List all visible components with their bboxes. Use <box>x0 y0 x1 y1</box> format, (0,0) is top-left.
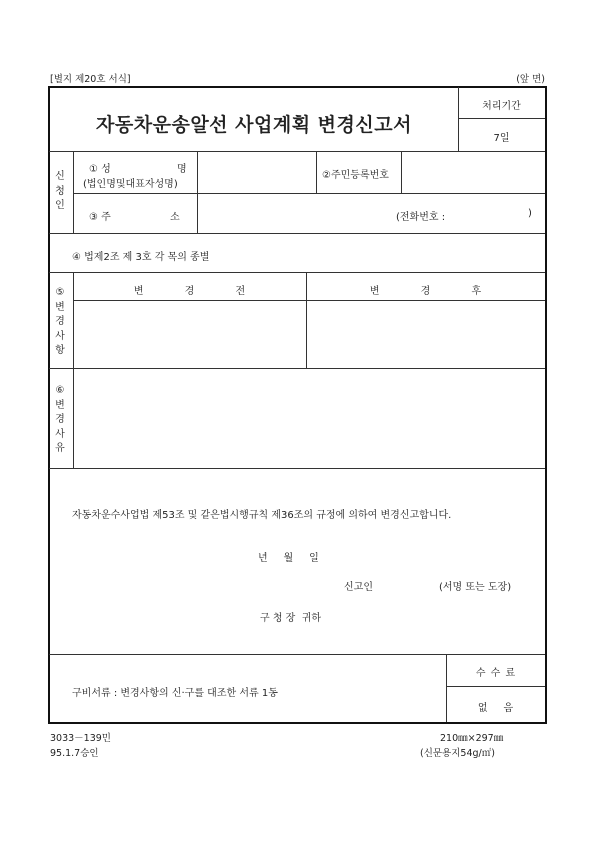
name-label-end: 명 <box>177 164 187 175</box>
address-field[interactable] <box>202 197 382 229</box>
business-type-label: ④ 법제2조 제 3호 각 목의 종별 <box>72 252 210 263</box>
resident-number-label: ②주민등록번호 <box>322 170 389 181</box>
paper-type: (신문용지54g/㎡) <box>420 748 495 759</box>
required-documents: 구비서류 : 변경사항의 신·구를 대조한 서류 1동 <box>72 688 278 699</box>
date-line: 년 월 일 <box>258 553 319 564</box>
paper-size: 210㎜×297㎜ <box>440 733 504 744</box>
change-items-section-label: ⑤ 변 경 사 항 <box>55 287 65 356</box>
change-reason-field[interactable] <box>77 372 541 464</box>
phone-close: ) <box>528 208 532 219</box>
after-change-field[interactable] <box>310 304 541 364</box>
declaration-text: 자동차운수사업법 제53조 및 같은법시행규칙 제36조의 규정에 의하여 변경신고합니다. <box>72 510 452 521</box>
processing-period-label: 처리기간 <box>482 101 521 112</box>
form-number-label: [별지 제20호 서식] <box>50 74 131 85</box>
applicant-signature-label: 신고인 <box>344 582 373 593</box>
recipient-label: 구 청 장 귀하 <box>260 613 322 624</box>
approval-date: 95.1.7승인 <box>50 748 99 759</box>
fee-label: 수 수 료 <box>475 668 516 679</box>
applicant-section-label: 신 청 인 <box>55 171 65 211</box>
before-change-field[interactable] <box>77 304 302 364</box>
name-sublabel: (법인명및대표자성명) <box>83 179 178 190</box>
phone-label: (전화번호 : <box>396 212 446 223</box>
after-change-header: 변 경 후 <box>369 286 482 297</box>
fee-value: 없 음 <box>477 703 514 714</box>
form-code: 3033－139민 <box>50 733 111 744</box>
processing-period-value: 7일 <box>493 133 510 144</box>
address-label-end: 소 <box>170 212 180 223</box>
signature-note: (서명 또는 도장) <box>439 582 512 593</box>
change-reason-section-label: ⑥ 변 경 사 유 <box>55 385 65 454</box>
before-change-header: 변 경 전 <box>133 286 246 297</box>
signature-field[interactable] <box>382 574 434 592</box>
name-label: ① 성 <box>89 164 111 175</box>
name-field[interactable] <box>202 156 312 188</box>
resident-number-field[interactable] <box>405 156 541 188</box>
address-label: ③ 주 <box>89 212 111 223</box>
form-title: 자동차운송알선 사업계획 변경신고서 <box>96 114 412 136</box>
page-side-label: (앞 면) <box>516 74 545 85</box>
